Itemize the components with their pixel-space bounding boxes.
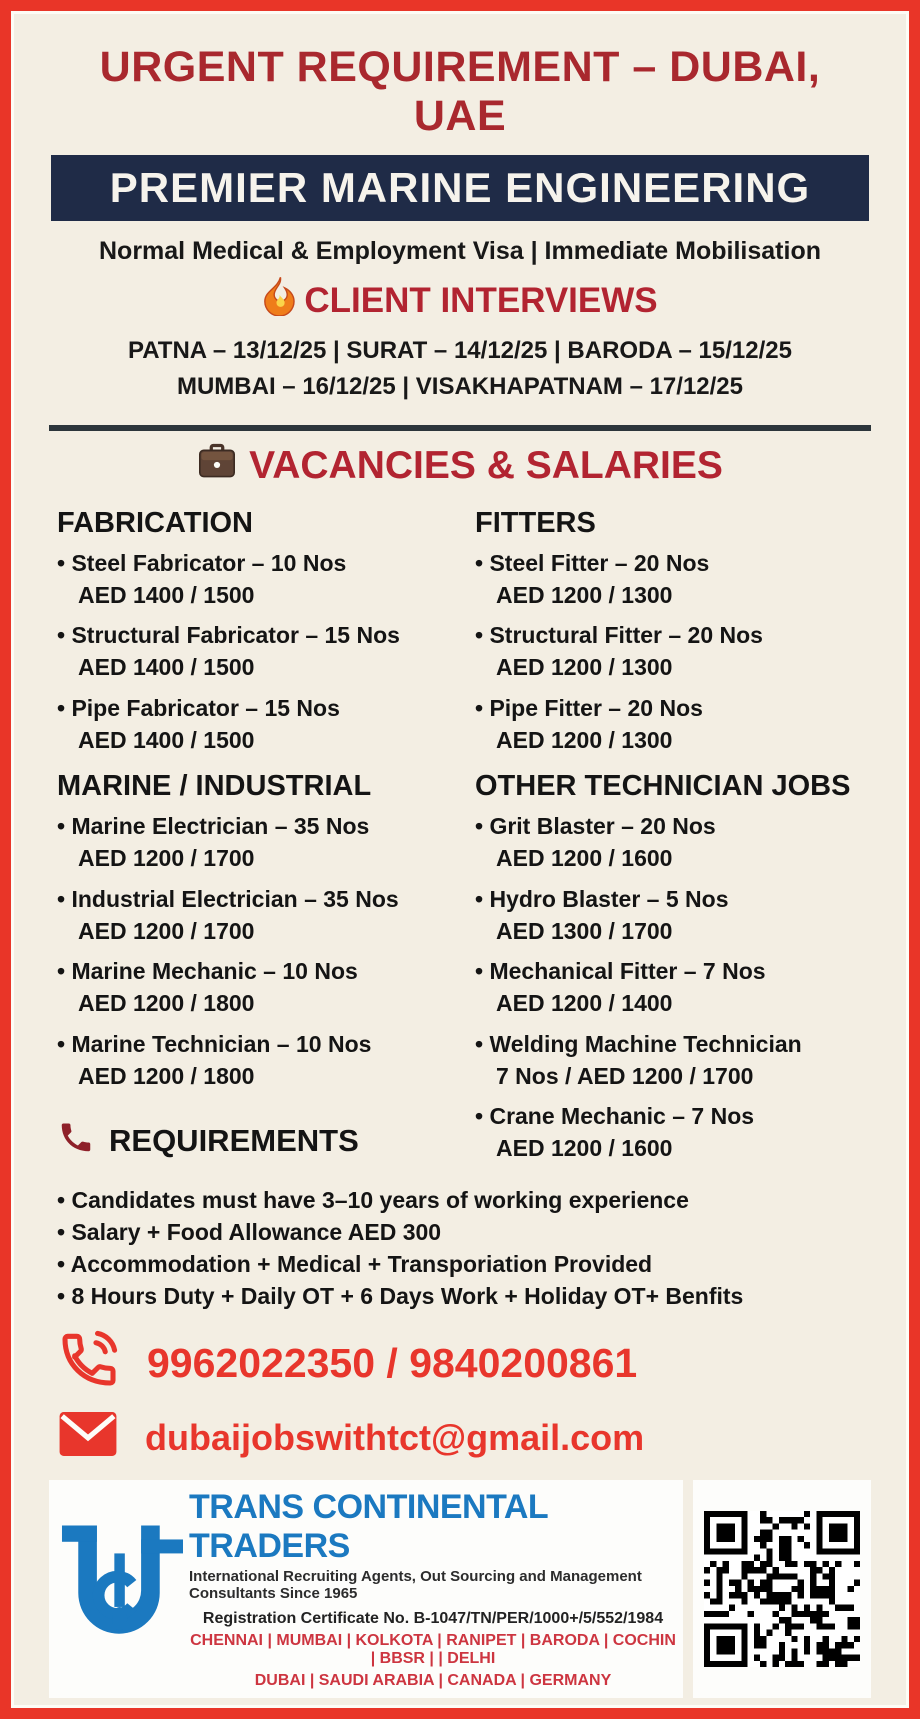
briefcase-icon [197,443,237,489]
job-item: • Grit Blaster – 20 Nos AED 1200 / 1600 [475,811,863,874]
qr-code [704,1511,860,1667]
visa-subtitle: Normal Medical & Employment Visa | Immediate Mobilisation [99,237,821,265]
poster-title: URGENT REQUIREMENT – DUBAI, UAE [99,43,821,140]
phone-receiver-icon [57,1118,95,1164]
client-interviews-label: CLIENT INTERVIEWS [304,280,658,320]
section-divider [49,425,871,431]
job-item: • Marine Mechanic – 10 Nos AED 1200 / 1800 [57,956,445,1019]
job-item: • Marine Electrician – 35 Nos AED 1200 / 1700 [57,811,445,874]
requirement-item: • Accommodation + Medical + Transporiation Provided [57,1248,863,1280]
registration-number: Registration Certificate No. B-1047/TN/PER/1000+/5/552/1984 [202,1609,664,1627]
section-marine-industrial [57,770,445,1092]
section-title: FITTERS [475,507,596,539]
job-item: • Hydro Blaster – 5 Nos AED 1300 / 1700 [475,884,863,947]
section-fitters [475,507,863,756]
agency-panel [49,1480,683,1698]
email-contact-row [49,1409,871,1468]
qr-panel [693,1480,871,1698]
branch-cities-line1: CHENNAI | MUMBAI | KOLKOTA | RANIPET | BARODA | COCHIN | BBSR | | DELHI [190,1631,676,1667]
vacancies-heading [49,443,871,489]
job-item: • Pipe Fabricator – 15 Nos AED 1400 / 1500 [57,693,445,756]
job-item: • Mechanical Fitter – 7 Nos AED 1200 / 1400 [475,956,863,1019]
job-item: • Steel Fitter – 20 Nos AED 1200 / 1300 [475,548,863,611]
agency-tagline: International Recruiting Agents, Out Sourcing and Management Consultants Since 1965 [189,1567,642,1602]
vacancies-label: VACANCIES & SALARIES [249,444,723,487]
company-banner-text: PREMIER MARINE ENGINEERING [109,164,811,211]
job-item: • Pipe Fitter – 20 Nos AED 1200 / 1300 [475,693,863,756]
requirements-list [49,1184,871,1313]
requirement-item: • 8 Hours Duty + Daily OT + 6 Days Work + Holiday OT+ Benfits [57,1280,863,1312]
section-fabrication [57,507,445,756]
client-interviews-heading [49,276,871,325]
job-item: • Structural Fabricator – 15 Nos AED 1400 / 1500 [57,620,445,683]
vacancies-column-left [57,493,445,1174]
job-item: • Marine Technician – 10 Nos AED 1200 / 1800 [57,1029,445,1092]
company-banner [51,155,869,221]
requirements-label: REQUIREMENTS [109,1123,359,1159]
job-item: • Industrial Electrician – 35 Nos AED 1200 / 1700 [57,884,445,947]
section-title: FABRICATION [57,507,254,539]
vacancies-column-right [475,493,863,1174]
phone-contact-row [49,1327,871,1401]
section-title: OTHER TECHNICIAN JOBS [475,770,851,803]
envelope-icon [57,1409,119,1468]
job-item: • Welding Machine Technician 7 Nos / AED 1200 / 1700 [475,1029,863,1092]
phone-numbers[interactable]: 9962022350 / 9840200861 [147,1340,638,1386]
job-item: • Crane Mechanic – 7 Nos AED 1200 / 1600 [475,1101,863,1164]
phone-ring-icon [57,1327,121,1401]
section-title: MARINE / INDUSTRIAL [57,770,372,803]
agency-name: TRANS CONTINENTAL TRADERS [189,1487,548,1565]
job-item: • Steel Fabricator – 10 Nos AED 1400 / 1500 [57,548,445,611]
tct-logo [55,1511,183,1666]
job-item: • Structural Fitter – 20 Nos AED 1200 / 1300 [475,620,863,683]
branch-cities-line2: DUBAI | SAUDI ARABIA | CANADA | GERMANY [254,1671,612,1689]
vacancies-columns [49,493,871,1174]
interview-schedule-line2: MUMBAI – 16/12/25 | VISAKHAPATNAM – 17/12/25 [176,373,743,400]
email-address[interactable]: dubaijobswithtct@gmail.com [145,1417,645,1458]
interview-schedule-line1: PATNA – 13/12/25 | SURAT – 14/12/25 | BARODA – 15/12/25 [128,337,792,364]
footer [49,1480,871,1698]
section-other-technician-jobs [475,770,863,1164]
requirements-heading [57,1118,445,1164]
fire-icon [262,276,296,325]
requirement-item: • Candidates must have 3–10 years of working experience [57,1184,863,1216]
agency-text [189,1488,677,1690]
requirement-item: • Salary + Food Allowance AED 300 [57,1216,863,1248]
